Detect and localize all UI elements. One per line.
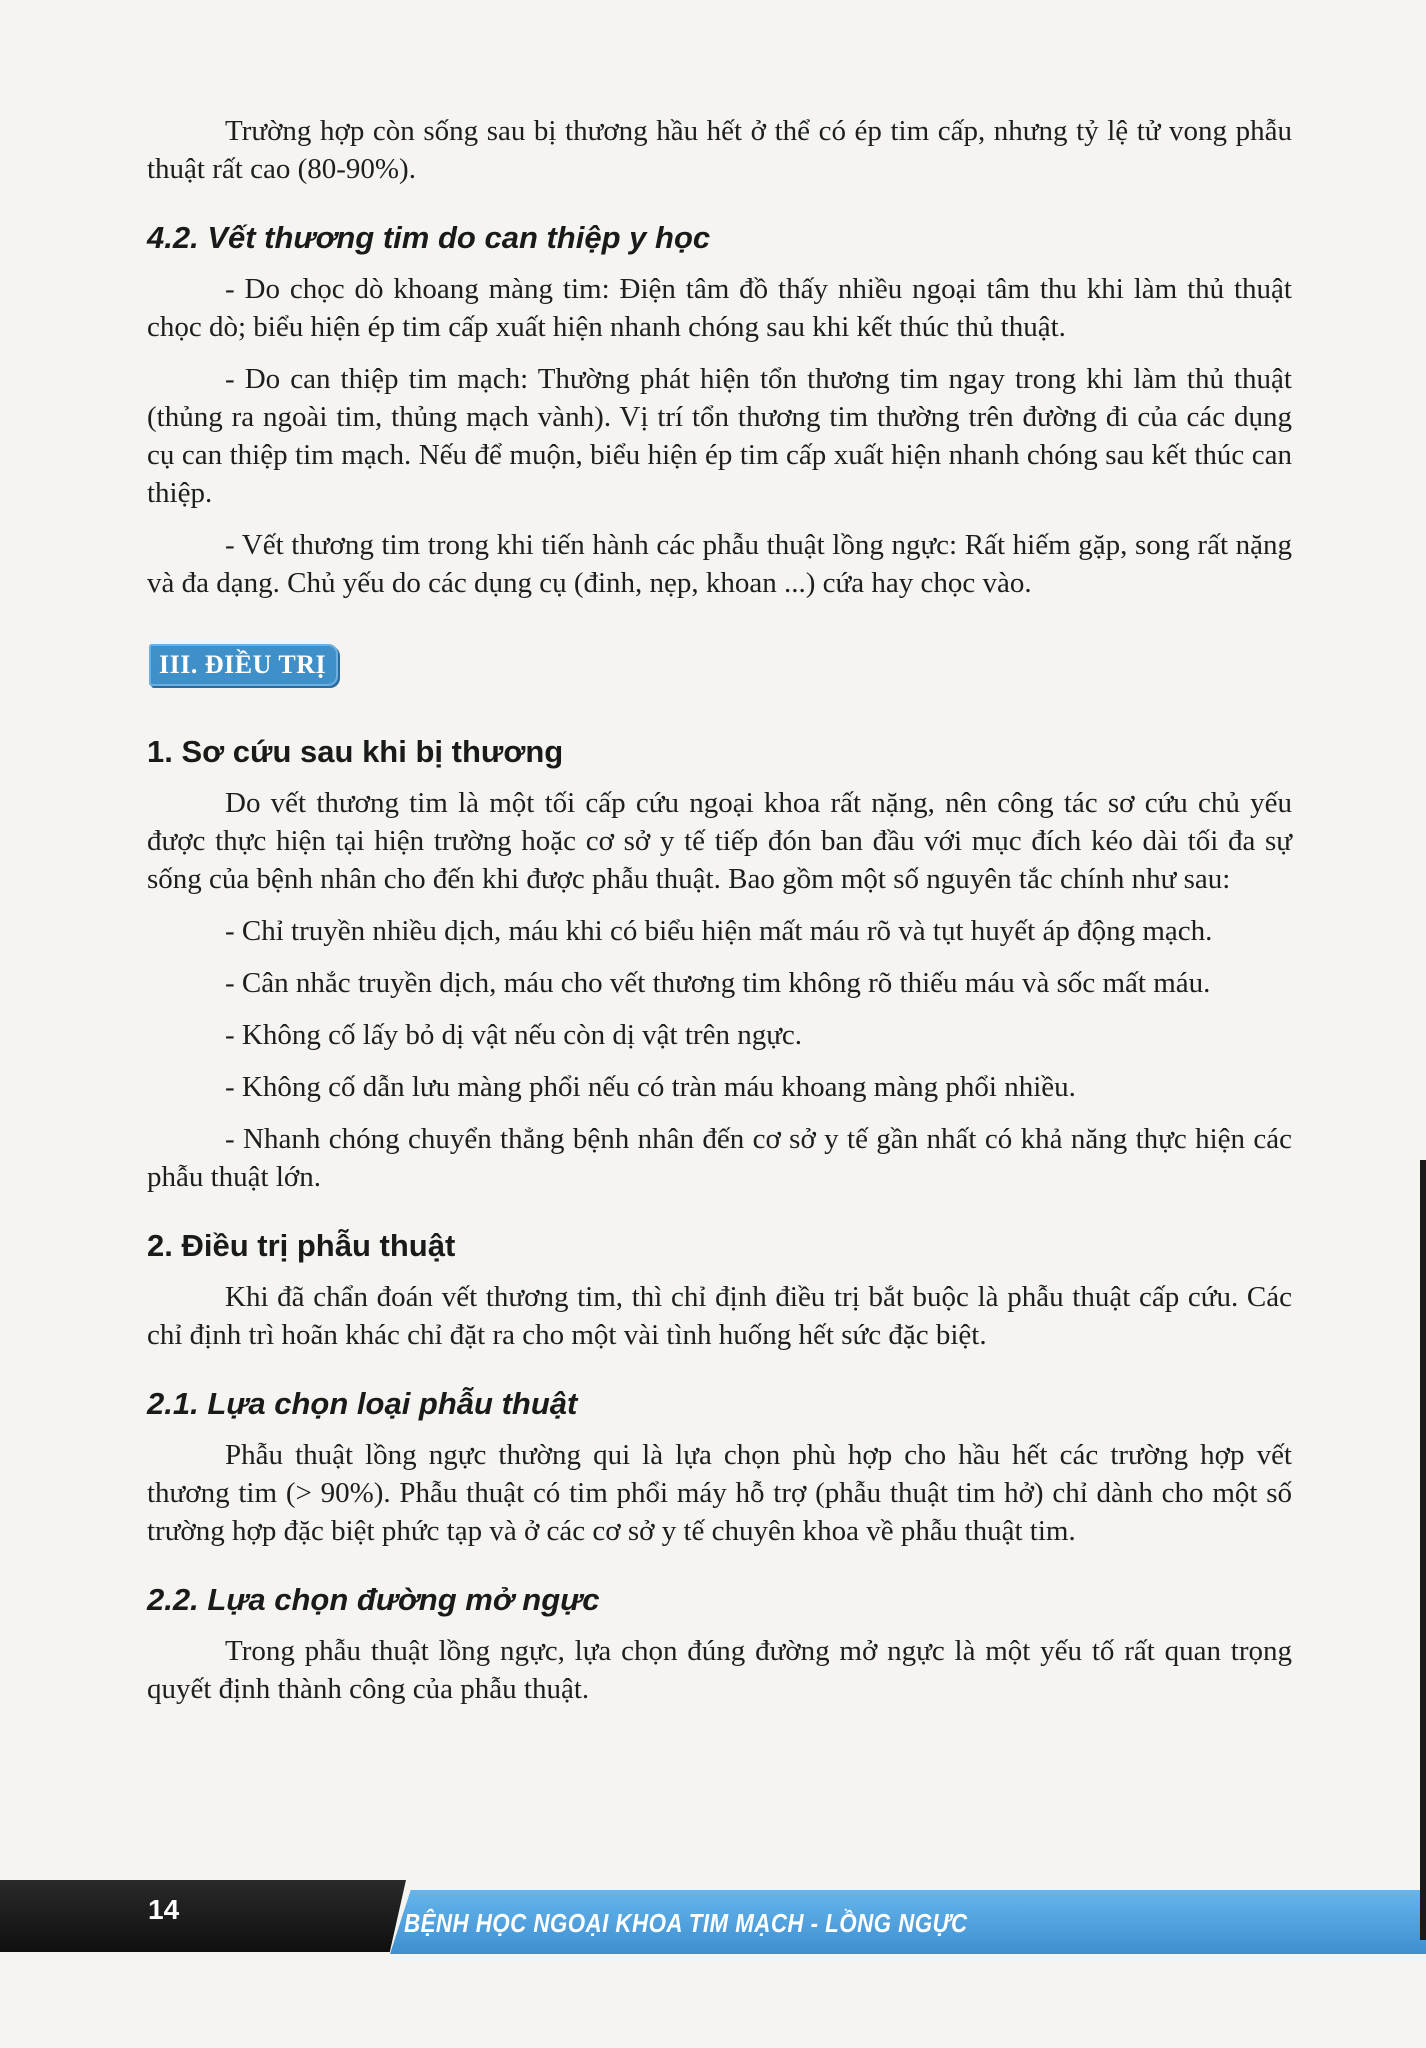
bullet-item: - Không cố lấy bỏ dị vật nếu còn dị vật trên ngực.: [225, 1019, 803, 1051]
paragraph: Phẫu thuật lồng ngực thường qui là lựa chọn phù hợp cho hầu hết các trường hợp vết thương tim (> 90%). Phẫu thuật có tim phổi máy hỗ trợ (phẫu thuật tim hở) chỉ dành cho một số trường hợp đặc biệt phức tạp và ở các cơ sở y tế chuyên khoa về phẫu thuật tim.: [147, 1439, 1292, 1547]
paragraph: Trong phẫu thuật lồng ngực, lựa chọn đúng đường mở ngực là một yếu tố rất quan trọng quyết định thành công của phẫu thuật.: [147, 1635, 1292, 1705]
page-footer: [0, 1880, 1426, 1960]
paragraph: Trường hợp còn sống sau bị thương hầu hết ở thể có ép tim cấp, nhưng tỷ lệ tử vong phẫu thuật rất cao (80-90%).: [147, 115, 1292, 185]
subsection-heading-2-2: 2.2. Lựa chọn đường mở ngực: [147, 1582, 600, 1617]
book-title: BỆNH HỌC NGOẠI KHOA TIM MẠCH - LỒNG NGỰC: [404, 1908, 968, 1938]
paragraph: - Vết thương tim trong khi tiến hành các phẫu thuật lồng ngực: Rất hiếm gặp, song rất nặng và đa dạng. Chủ yếu do các dụng cụ (đinh, nẹp, khoan ...) cứa hay chọc vào.: [147, 529, 1292, 599]
bullet-item: - Chỉ truyền nhiều dịch, máu khi có biểu hiện mất máu rõ và tụt huyết áp động mạch.: [225, 915, 1213, 947]
bullet-item: - Không cố dẫn lưu màng phổi nếu có tràn máu khoang màng phổi nhiều.: [225, 1071, 1076, 1103]
section-heading-so-cuu: 1. Sơ cứu sau khi bị thương: [147, 734, 564, 769]
subsection-heading-4-2: 4.2. Vết thương tim do can thiệp y học: [147, 220, 711, 255]
footer-dark-band: [0, 1880, 406, 1952]
section-badge-dieu-tri: III. ĐIỀU TRỊ: [149, 644, 338, 686]
bullet-item: - Nhanh chóng chuyển thẳng bệnh nhân đến cơ sở y tế gần nhất có khả năng thực hiện các phẫu thuật lớn.: [147, 1123, 1292, 1193]
page-content: [147, 112, 1292, 1722]
page-edge-shadow: [1420, 1160, 1426, 1940]
paragraph: Khi đã chẩn đoán vết thương tim, thì chỉ định điều trị bắt buộc là phẫu thuật cấp cứu. Các chỉ định trì hoãn khác chỉ đặt ra cho một vài tình huống hết sức đặc biệt.: [147, 1281, 1292, 1351]
section-heading-dieu-tri-phau-thuat: 2. Điều trị phẫu thuật: [147, 1228, 456, 1263]
paragraph: - Do chọc dò khoang màng tim: Điện tâm đồ thấy nhiều ngoại tâm thu khi làm thủ thuật chọc dò; biểu hiện ép tim cấp xuất hiện nhanh chóng sau khi kết thúc thủ thuật.: [147, 273, 1292, 343]
subsection-heading-2-1: 2.1. Lựa chọn loại phẫu thuật: [147, 1386, 578, 1421]
bullet-item: - Cân nhắc truyền dịch, máu cho vết thương tim không rõ thiếu máu và sốc mất máu.: [225, 967, 1211, 999]
page-number: 14: [148, 1894, 180, 1925]
paragraph: - Do can thiệp tim mạch: Thường phát hiện tổn thương tim ngay trong khi làm thủ thuật (thủng ra ngoài tim, thủng mạch vành). Vị trí tổn thương tim thường trên đường đi của các dụng cụ can thiệp tim mạch. Nếu để muộn, biểu hiện ép tim cấp xuất hiện nhanh chóng sau kết thúc can thiệp.: [147, 363, 1292, 509]
paragraph: Do vết thương tim là một tối cấp cứu ngoại khoa rất nặng, nên công tác sơ cứu chủ yếu được thực hiện tại hiện trường hoặc cơ sở y tế tiếp đón ban đầu với mục đích kéo dài tối đa sự sống của bệnh nhân cho đến khi được phẫu thuật. Bao gồm một số nguyên tắc chính như sau:: [147, 787, 1292, 895]
